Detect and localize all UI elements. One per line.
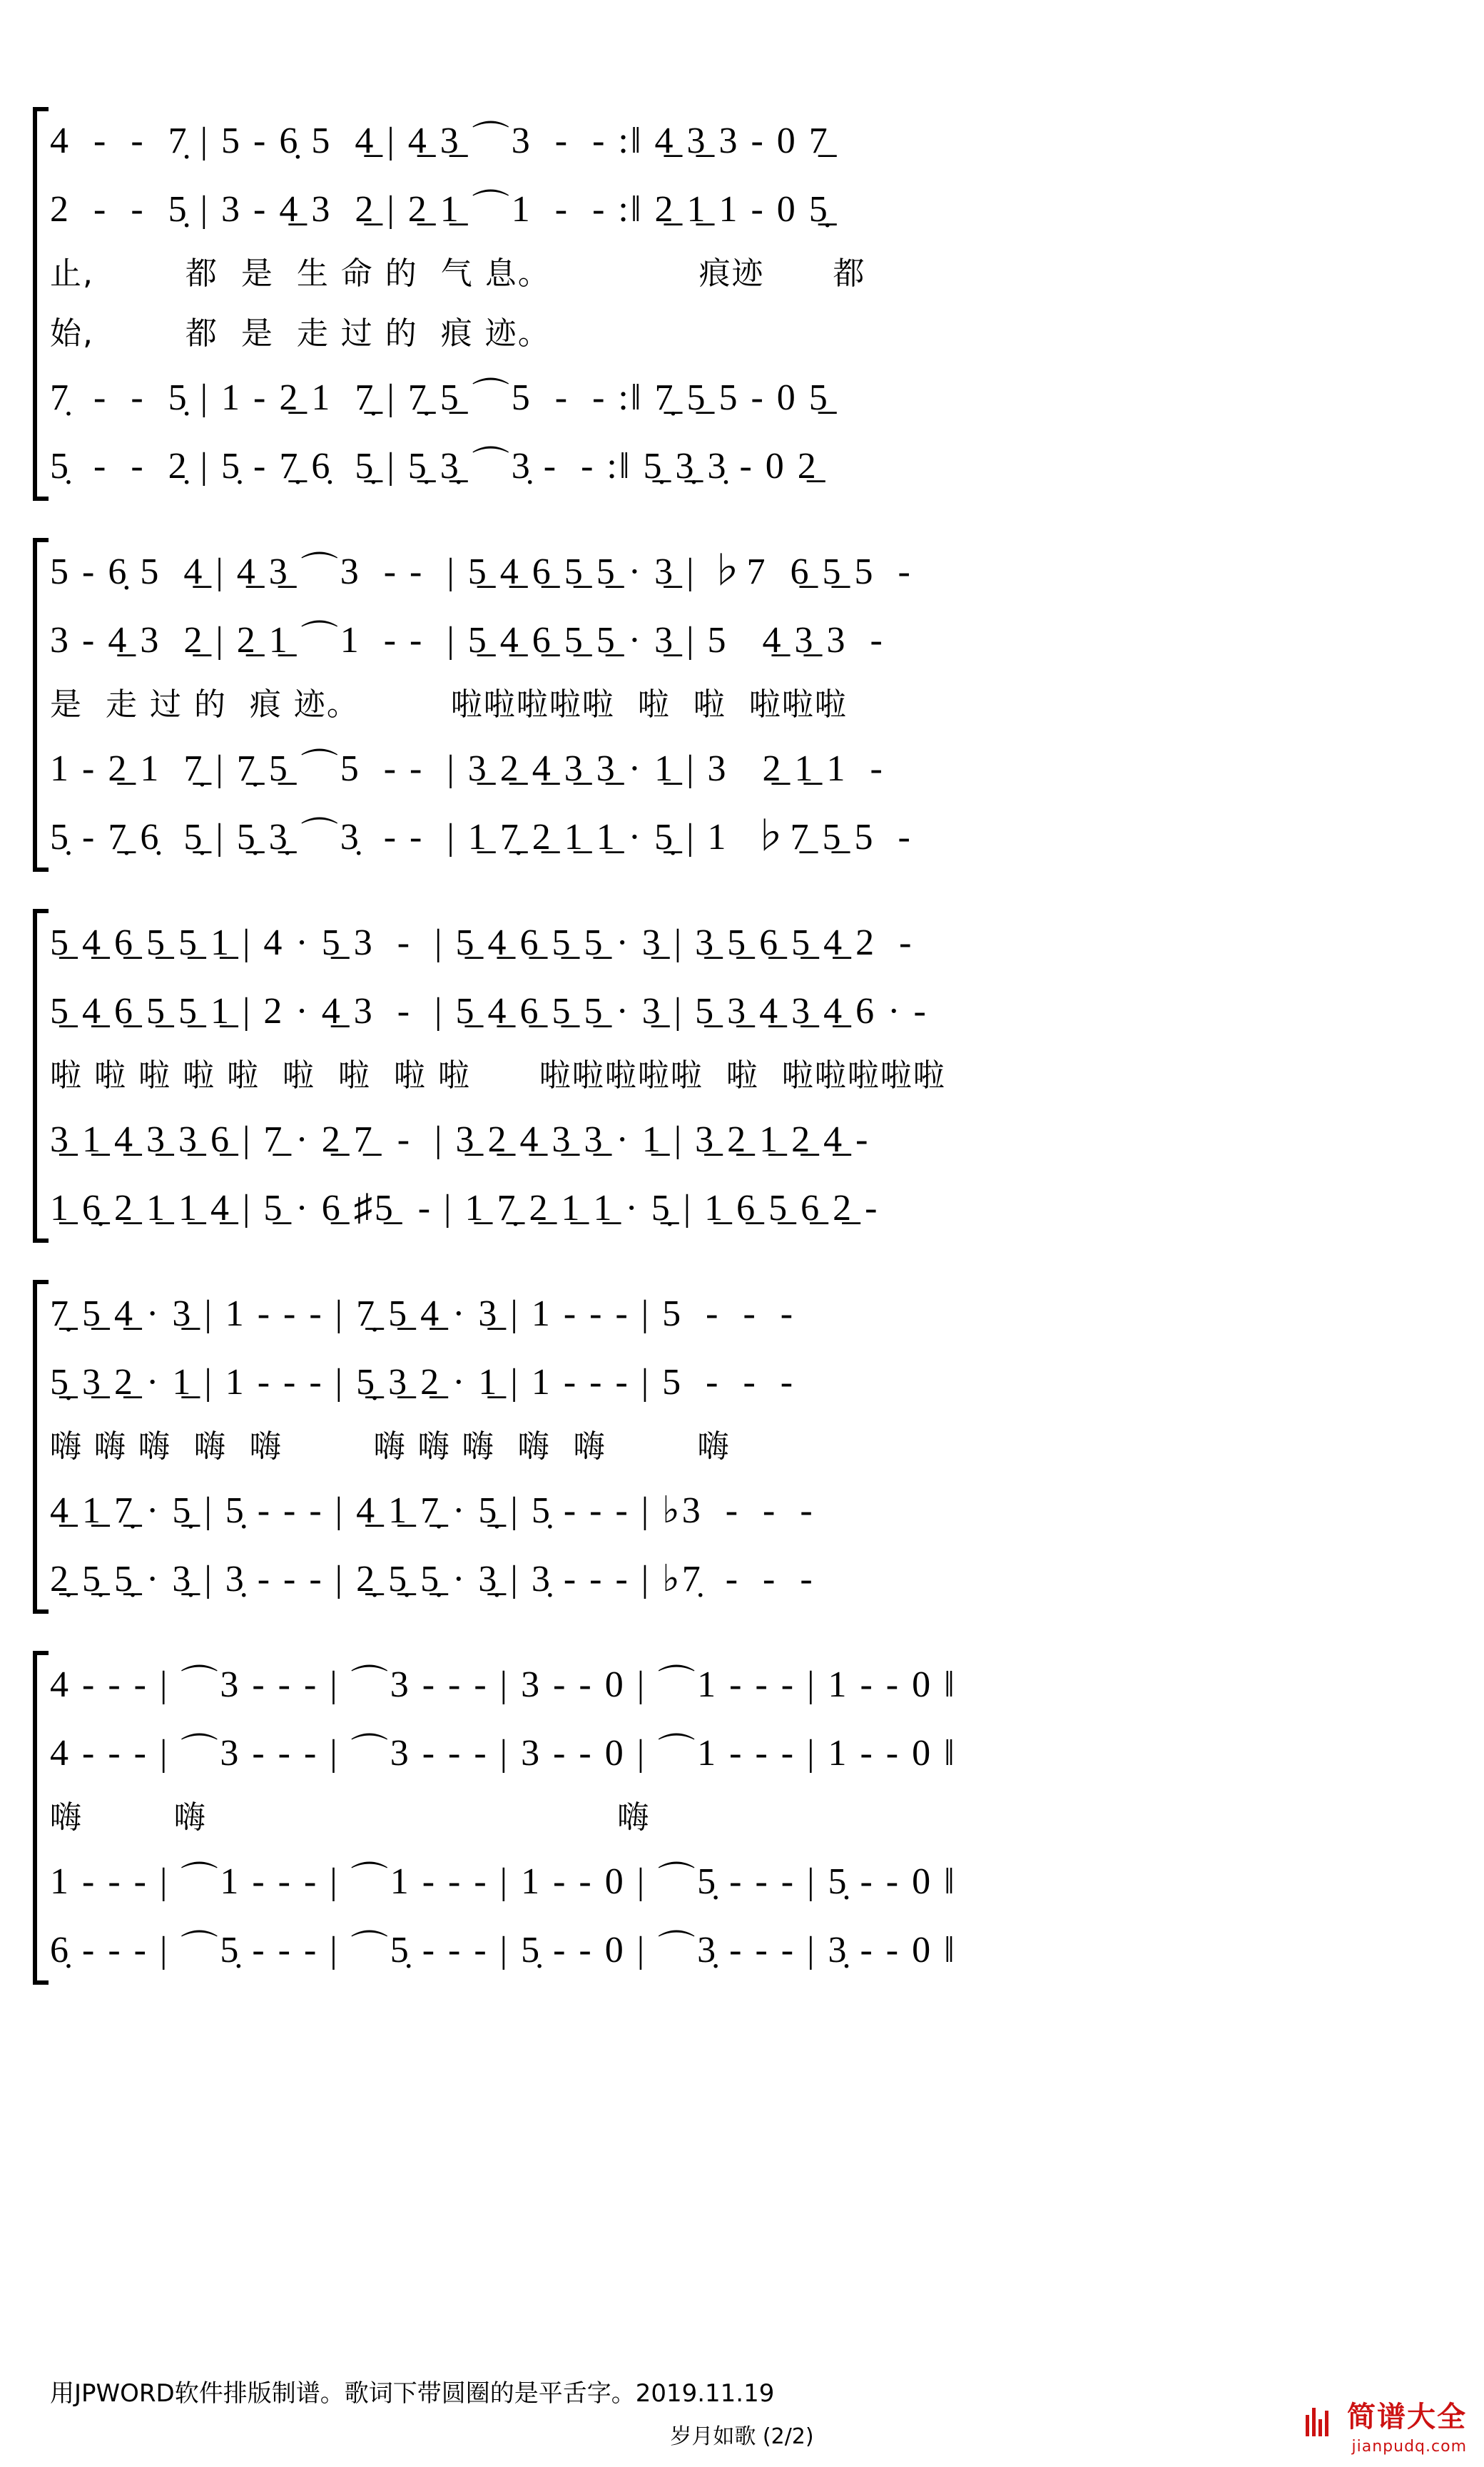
voice-line-soprano: 4 - - 7̣ | 5 - 6̣ 5 4̲ | 4̲ 3̲ ⌒3 - - :‖ 4̲ 3̲ 3 - 0 7̲ <box>50 121 830 161</box>
system-bracket <box>33 1280 49 1614</box>
voice-line-bass: 6̣ - - - | ⌒5̣ - - - | ⌒5̣ - - - | 5̣ - - 0 | ⌒3̣ - - - | 3̣ - - 0 ‖ <box>50 1930 957 1970</box>
voice-line-soprano: 5 - 6̣ 5 4̲ | 4̲ 3̲ ⌒3 - - | 5̲ 4̲ 6̲ 5̲ 5̲ · 3̲ | ♭7 6̲ 5̲ 5 - <box>50 551 913 592</box>
music-system-2 <box>0 538 1484 872</box>
voice-line-alto: 3 - 4̲ 3 2̲ | 2̲ 1̲ ⌒1 - - | 5̲ 4̲ 6̲ 5̲ 5̲ · 3̲ | 5 4̲ 3̲ 3 - <box>50 620 885 661</box>
voice-line-tenor: 7̣ - - 5̣ | 1 - 2̲ 1 7̣̲ | 7̣̲ 5̲ ⌒5 - - :‖ 7̣̲ 5̲ 5 - 0 5̲ <box>50 377 830 418</box>
voice-line-soprano: 7̣̲ 5̲ 4̲ · 3̲ | 1 - - - | 7̣̲ 5̲ 4̲ · 3̲ | 1 - - - | 5 - - - <box>50 1293 796 1334</box>
system-bracket <box>33 107 49 501</box>
lyric-line: 止, 都 是 生 命 的 气 息。 痕迹 都 <box>50 255 866 292</box>
logo-main-text: 简谱大全 <box>1347 2401 1467 2433</box>
voice-line-bass: 5̣ - - 2̣ | 5̣ - 7̣̲ 6̣ 5̣̲ | 5̣̲ 3̣̲ ⌒3̣ - - :‖ 5̣̲ 3̣̲ 3̣ - 0 2̲ <box>50 446 818 487</box>
logo-text-row <box>1306 2394 1467 2436</box>
page-footer <box>0 2374 1484 2450</box>
voice-line-alto: 5̣̲ 3̲ 2̲ · 1̲ | 1 - - - | 5̣̲ 3̲ 2̲ · 1̲ | 1 - - - | 5 - - - <box>50 1362 796 1403</box>
site-logo[interactable] <box>1306 2394 1467 2456</box>
system-gap <box>0 1614 1484 1651</box>
voice-line-tenor: 4̲ 1̲ 7̣̲ · 5̣̲ | 5̣ - - - | 4̲ 1̲ 7̣̲ · 5̣̲ | 5̣ - - - | ♭3 - - - <box>50 1490 815 1531</box>
system-gap <box>0 1243 1484 1280</box>
music-bars-icon <box>1306 2404 1331 2436</box>
voice-line-bass: 5̣ - 7̣̲ 6̣ 5̣̲ | 5̣̲ 3̣̲ ⌒3̣ - - | 1̲ 7̣̲ 2̲ 1̲ 1̲ · 5̣̲ | 1 ♭7̲ 5̲ 5 - <box>50 817 913 858</box>
voice-line-soprano: 4 - - - | ⌒3 - - - | ⌒3 - - - | 3 - - 0 | ⌒1 - - - | 1 - - 0 ‖ <box>50 1664 957 1705</box>
system-bracket <box>33 1651 49 1985</box>
music-system-4 <box>0 1280 1484 1614</box>
voice-line-soprano: 5̲ 4̲ 6̲ 5̲ 5̲ 1̲ | 4 · 5̲ 3 - | 5̲ 4̲ 6̲ 5̲ 5̲ · 3̲ | 3̲ 5̲ 6̲ 5̲ 4̲ 2 - <box>50 922 914 963</box>
lyric-line: 啦 啦 啦 啦 啦 啦 啦 啦 啦 啦啦啦啦啦 啦 啦啦啦啦啦 <box>50 1057 946 1094</box>
voice-line-tenor: 3̲ 1̲ 4̲ 3̲ 3̲ 6̲ | 7̲ · 2̲ 7̲ - | 3̲ 2̲ 4̲ 3̲ 3̲ · 1̲ | 3̲ 2̲ 1̲ 2̲ 4̲ - <box>50 1119 870 1160</box>
lyric-line: 嗨 嗨 嗨 <box>50 1799 651 1836</box>
lyric-line: 始, 都 是 走 过 的 痕 迹。 <box>50 315 551 352</box>
voice-line-alto: 2 - - 5̣ | 3 - 4̲ 3 2̲ | 2̲ 1̲ ⌒1 - - :‖ 2̲ 1̲ 1 - 0 5̣̲ <box>50 189 830 230</box>
music-system-3 <box>0 909 1484 1243</box>
typesetting-note: 用JPWORD软件排版制谱。歌词下带圆圈的是平舌字。2019.11.19 <box>50 2379 775 2408</box>
voice-line-bass: 2̣̲ 5̣̲ 5̣̲ · 3̣̲ | 3̣ - - - | 2̣̲ 5̣̲ 5̣̲ · 3̣̲ | 3̣ - - - | ♭7̣ - - - <box>50 1559 815 1599</box>
music-system-5 <box>0 1651 1484 1985</box>
system-gap <box>0 501 1484 538</box>
system-bracket <box>33 538 49 872</box>
system-gap <box>0 872 1484 909</box>
voice-line-alto: 4 - - - | ⌒3 - - - | ⌒3 - - - | 3 - - 0 | ⌒1 - - - | 1 - - 0 ‖ <box>50 1733 957 1774</box>
logo-url: jianpudq.com <box>1351 2438 1467 2456</box>
page-label: 岁月如歌 (2/2) <box>670 2424 814 2449</box>
voice-line-alto: 5̲ 4̲ 6̲ 5̲ 5̲ 1̲ | 2 · 4̲ 3 - | 5̲ 4̲ 6̲ 5̲ 5̲ · 3̲ | 5̲ 3̲ 4̲ 3̲ 4̲ 6 · - <box>50 991 928 1032</box>
system-bracket <box>33 909 49 1243</box>
voice-line-bass: 1̲ 6̣̲ 2̲ 1̲ 1̲ 4̲ | 5̲ · 6̲ ♯5̲ - | 1̲ 7̣̲ 2̲ 1̲ 1̲ · 5̣̲ | 1̲ 6̲ 5̲ 6̲ 2̲ - <box>50 1188 880 1229</box>
music-system-1 <box>0 107 1484 501</box>
voice-line-tenor: 1 - 2̲ 1 7̣̲ | 7̣̲ 5̲ ⌒5 - - | 3̲ 2̲ 4̲ 3̲ 3̲ · 1̲ | 3 2̲ 1̲ 1 - <box>50 748 885 789</box>
lyric-line: 嗨 嗨 嗨 嗨 嗨 嗨 嗨 嗨 嗨 嗨 嗨 <box>50 1428 731 1465</box>
voice-line-tenor: 1 - - - | ⌒1 - - - | ⌒1 - - - | 1 - - 0 | ⌒5̣ - - - | 5̣ - - 0 ‖ <box>50 1861 957 1902</box>
lyric-line: 是 走 过 的 痕 迹。 啦啦啦啦啦 啦 啦 啦啦啦 <box>50 686 848 723</box>
